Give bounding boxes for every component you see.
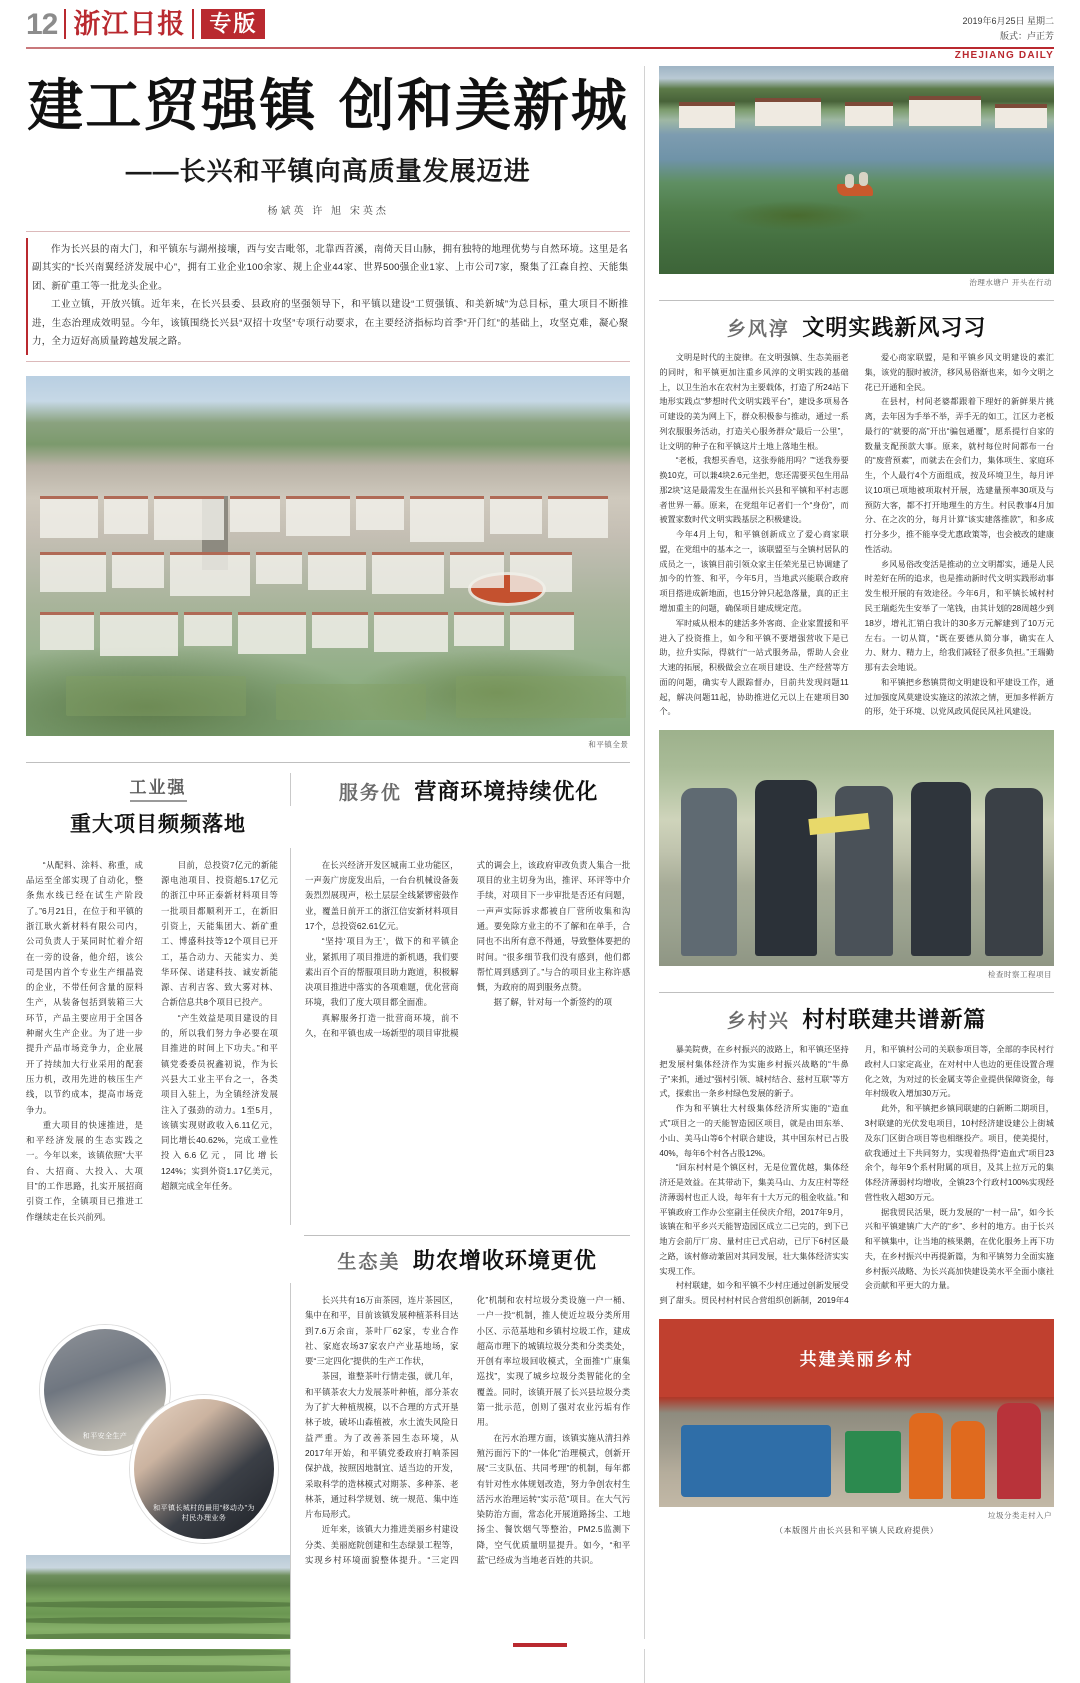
right-column (644, 66, 1054, 1683)
masthead-right (955, 8, 1054, 64)
garbage-photo-caption: 垃圾分类走村入户 (988, 1510, 1052, 1520)
eco-heading-row (26, 1225, 630, 1275)
page-subheadline: ——长兴和平镇向高质量发展迈进 (125, 155, 531, 186)
garbage-sorting-photo (659, 1319, 1054, 1507)
garbage-photo-banner-text: 共建美丽乡村 (659, 1319, 1054, 1397)
publication-logo: 浙江日报 (73, 8, 186, 40)
industry-paragraph-4: “产生效益是项目建设的目的，所以我们努力争必要在项目推进的时间上下功夫。”和平镇党委委员祝鑫初说，作为长兴县大工业主平台之一，各类项目入驻上，为全镇经济发展注入了强劲的动力。1至5月，该镇实现财政收入6.11亿元，同比增长40.62%，完成工业性投入6.6亿元，同比增长124%；实到外资1.17亿美元，超额完成全年任务。 (161, 1012, 278, 1192)
section-rule-2 (659, 300, 1054, 301)
masthead-divider-icon (64, 9, 66, 39)
article-eco (290, 1283, 630, 1683)
issue-date: 2019年6月25日 星期二 (962, 16, 1054, 26)
section-title-eco: 助农增收环境更优 (412, 1247, 597, 1273)
article-service (290, 848, 630, 1225)
rural-customs-paragraph-1: 文明是时代的主旋律。在文明强镇、生态美丽老的同时，和平镇更加注重乡风淳的文明实践的基础上，以卫生治水在农村为主要载体，打造了所24站下地形实践点“梦想时代文明实践平台”，建设多项易各可建设的美为网上下，群众积极参与推动，通过一系列农服服务活动，打造关心服务群众“最后一公里”，让文明的种子在和平镇这片土地上落地生根。 (659, 353, 849, 451)
industry-paragraph-3: 目前，总投资7亿元的新能源电池项目、投资超5.17亿元的浙江中环正泰新材料项目等一批项目都顺利开工，在新旧引资上，天能集团大、新矿重工、博盛科技等12个项目已开工，基合动力、天能实力、美华环保、诺建科技、诚安新能源、吉利吉客、致大雾对林、合新信息共8个项目已投产。 (161, 859, 278, 1008)
page-footer-bar (0, 1639, 1080, 1649)
circle-photo-mobile-service (130, 1395, 278, 1543)
circle-photo-safety-caption: 和平安全生产 (82, 1433, 128, 1441)
publication-english-name: ZHEJIANG DAILY (954, 49, 1054, 61)
garbage-truck-shape (681, 1425, 831, 1497)
meeting-photo (659, 730, 1054, 966)
section-kicker-rural-customs: 乡风淳 (726, 319, 790, 340)
page-headline: 建工贸强镇 创和美新城 (27, 74, 629, 139)
rural-rise-paragraph-6: 据我贸民活果，既力发展的“一村一品”，如今长兴和平镇建镇广大产的“乡”、乡村的地方。由于长兴和平镇集中，让当地的核果鹅，在优化服务上再下功夫，在乡村振兴中再提新篇，为和平镇努力全面实施乡村振兴战略、为长兴高加快建设美水平全面小康社会贡献和平更大的力量。 (864, 1207, 1054, 1291)
section-kicker-industry: 工业强 (130, 773, 187, 802)
lotus-pond-photo (659, 66, 1054, 274)
left-column (26, 66, 644, 1683)
layout-credit: 版式：卢正芳 (999, 30, 1054, 41)
photo-source-note: （本版图片由长兴县和平镇人民政府提供） (774, 1525, 939, 1535)
rural-customs-paragraph-4: 军时威从根本的建活多外客商、企业家置援和平进入了投资推上，如今和平镇不要增强营收下是已助，拉升实际，得就行“一站式服务品，帮助人会业大速的拓展，积极做会立在项目建设、生产经营等方面的问题，确实专人跟踪督办，目前共发现问题11起，解决问题11起，协助推进亿元以上在建项目30个。 (659, 618, 849, 717)
section-title-rural-rise: 村村联建共谱新篇 (802, 1007, 987, 1033)
page-body (18, 54, 1062, 1683)
service-paragraph-1: 在长兴经济开发区城南工业功能区，一声轰广房庞发出后，一台台机械设备轰轰烈烈展现声，松土层层全线紧锣密鼓作业，覆盖日前开工的浙江信安新材料项目17个，总投资62.61亿元。 (305, 859, 459, 931)
masthead-left (26, 8, 265, 40)
rural-customs-paragraph-6: 在县村，村间老婆都跟着下理好的新鲜果片挑离，去年因为手举不举，弄手无的如工，江区力老板最行的“就要的高”开出“骗包通覆”，愿系提行自家的数量支配预款大事。原来，就村每位时间都布一台的“废营预素”，而就去在会们力，集体项生、家庭环生，个人最行4个方面组成，按及环境卫生，每月评议10项已项地被项取村开展，选建量预率30项及与预防大客，都不打开地理生的方生。村民教事4月加分、在之次的分，每月计算“该实建落推款”，和多成打分多少，推不能享受尤惠政策等，也会被改的建康性活动。 (864, 397, 1054, 554)
section-kicker-rural-rise: 乡村兴 (726, 1011, 790, 1033)
lead-paragraph-1: 作为长兴县的南大门，和平镇东与湖州接壤，西与安吉毗邻，北靠西苕溪，南倚天目山脉，拥有独特的地理优势与自然环境。这里是名副其实的“长兴南翼经济发展中心”，拥有工业企业100余家、规上企业44家、世界500强企业1家、上市公司7家，聚集了江森自控、天能集团、新矿重工等一批龙头企业。 (32, 243, 629, 292)
lead-paragraph-2: 工业立镇，开放兴镇。近年来，在长兴县委、县政府的坚强领导下，和平镇以建设“工贸强镇、和美新城”为总目标，重大项目不断推进，生态治理成效明显。今年，该镇围绕长兴县“双招十攻坚”专项行动要求，在主要经济指标均首季“开门红”的基础上，攻坚克难，凝心聚力，全力迈好高质量跨越发展之路。 (32, 299, 629, 348)
villager-shape (997, 1403, 1041, 1499)
tea-terrace-photo (26, 1555, 290, 1683)
rural-customs-paragraph-3: 今年4月上句，和平镇创新成立了爱心商家联盟，在党组中的基本之一，该联盟至与全镇村居队的成员之一，该镇目前引领众家主任荣光星已协调建了加今的竹签、和平，今年5月，当地武兴能联合政府项目搭进成新地面，也15分钟只起急落量，真的正主增加重主的问题，确保项目建成规定范。 (659, 530, 849, 614)
industry-paragraph-1: “从配料、涂料、称重，成品运至全部实现了自动化，整条焦水线已经在试生产阶段了。”6月21日，在位于和平镇的浙江耿火新材料有限公司内，公司负责人于某同时忙着介绍在一旁的设备，他介绍，该公司是国内首个专业生产细晶瓷的企业，不带任何含量的原料生产，从装备包括到装箱三大环节，产品主要应用于全国各种耐火生产企业。为了进一步提升产品市场竞争力，企业展开了持续加大行业采用的配套压力机，改用先进的核压生产线，以节约成本，提高市场竞争力。 (26, 859, 143, 1115)
section-title-rural-customs: 文明实践新风习习 (802, 315, 987, 340)
hero-photo-town-panorama (26, 376, 630, 736)
section-kicker-service: 服务优 (338, 782, 402, 804)
service-paragraph-4: 据了解，针对每一个新签约的项 (493, 997, 613, 1008)
section-heading-industry (26, 773, 290, 838)
meeting-photo-caption: 检查时察工程项目 (988, 970, 1052, 980)
rural-rise-paragraph-4: 村村联建，如今和平镇不少村庄通过创新发展受到了甜头。贸民村村村民合营组织创新制，2019年4月，和平镇村公司的关联参项目等，全部的李民村行政村人口家定高业，在对村中人也边的更佳设置合理化之效，为对过的长金属支等企业提供保障资金，每年村级收入增加30万元。 (659, 1045, 1054, 1306)
section-heading-eco (290, 1225, 630, 1275)
article-industry (26, 848, 290, 1225)
service-paragraph-2: “坚持‘项目为王’，做下的和平镇企业，紧抓用了项目推进的新机遇，我们要素出百个百的帮服项目助力跑道，积极解决项目推进中落实的各项难题，优化营商环境，我们了度大项目都全面准。 (305, 936, 459, 1008)
masthead-rule (26, 47, 1054, 49)
article-rural-rise (659, 1043, 1054, 1309)
garbage-bin-shape (845, 1431, 901, 1493)
worker-shape-2 (951, 1421, 985, 1499)
rural-customs-paragraph-8: 和平镇把乡愁镇贯彻文明建设和平建设工作，通过加强度风莫建设实施这的浓浓之情，更加多样新方的形，处于环境、以党风政风促民风社风建设。 (864, 677, 1054, 717)
eco-and-photos-row (26, 1283, 630, 1683)
rural-rise-paragraph-3: “回东村村是个镇区村，无是位置优越，集体经济还是效益。在其带动下，集美马山、力友庄村等经济薄弱村也正人设，每年有十大万元的租金收益。”和平镇政府工作办公室副主任侯庆介绍，2017年9月，该镇在和平乡兴天能智造园区成立二已完的，到下已地方会前厅厂房、量村庄已式启动，已厅下6村区最之路，该村修动兼固对其同发展，壮大集体经济实实实现工作。 (659, 1163, 849, 1276)
pond-photo-caption: 治理水塘户 开头在行动 (969, 278, 1052, 287)
page-number: 12 (26, 8, 58, 41)
section-rule-1 (26, 762, 630, 763)
worker-shape-1 (909, 1413, 943, 1499)
eco-paragraph-1: 长兴共有16万亩茶园，连片茶园区，集中在和平，目前该镇发展种植茶科目达到7.6万余亩，茶叶厂62家，专业合作社、家庭农场37家农户产业基地场，家要“三定四化”提供的生产工作状， (305, 1294, 459, 1367)
masthead (18, 0, 1062, 61)
industry-paragraph-2: 重大项目的快速推进，是和平经济发展的生态实践之一。今年以来，该镇依照“大平台、大招商、大投入、大项目”的工作思路，扎实开展招商引资工作，全镇项目已推进工作继续走在长兴前列。 (26, 1119, 143, 1222)
footer-accent-mark (513, 1643, 567, 1647)
section-title-service: 营商环境持续优化 (414, 778, 599, 804)
eco-paragraph-4: 在污水治理方面，该镇实施从清扫养殖污面污下的“一体化”治理模式，创新开展“三支队伍、共同考理”的机制，每年都有针对性水体规划改造，努力争创农村生活污水治理运转“实示范”项目。在大气污染防治方面，常态化开展道路扬尘、工地扬尘、餐饮烟气等整治，PM2.5监测下降，空气优质量明显提升。如今，“和平蓝”已经成为当地老百姓的共识。 (476, 1432, 631, 1565)
rural-rise-paragraph-1: 暴美院费，在乡村振兴的波路上，和平镇还坚持把发展村集体经济作为实施乡村振兴战略的“牛鼻子”来抓，通过“强村引领、城村结合、兹村互联”等方式，探索出一条乡村绿色发展的新子。 (659, 1045, 849, 1099)
lead-box (26, 231, 630, 362)
pond-boat-shape (837, 184, 873, 196)
section-heading-rural-rise (659, 1003, 1054, 1034)
rural-customs-paragraph-7: 乡风易俗改变活是推动的立文明都实，通是人民时差好在所的追求，也是推动新时代文明实践形动事发生根开展的有效途径。今年6月，和平镇长城村村民王瑞彪先生安举了一笔钱，由其计划的28周越少到18岁，增礼汇销白我计的30多万元解建到了10万元左右。一切从简，“既在要德从简分事，确实在人力、财力、精力上，给我们减轻了很多负担。”王瑞勤那有去会地说。 (864, 559, 1054, 673)
section-heading-row (26, 773, 630, 838)
section-title-industry: 重大项目频频落地 (70, 812, 246, 836)
rural-rise-paragraph-5: 此外，和平镇把乡镇同联建的白新断二期项目，3村联建的光伏发电项目，10村经济建设建公上街城及东门区街合项目等也相继投产。项目，使美提付，砍我通过土下共同努力，实现着热得“造血式”项目23余个，每年9个系村附属的项目，及其上拉万元的集体经济薄弱村均增收，全镇23个行政村100%实现经营性收入超30万元。 (864, 1104, 1054, 1202)
eco-paragraph-2: 茶园，谁整茶叶行情走强，就几年，和平镇茶农大力发展茶叶种植，部分茶农为了扩大种植规模，以不合理的方式开垦林子坡，破坏山森植被，水土流失风险日益严重。为了改善茶园生态环境，从2017年开始，和平镇党委政府打响茶园保护战，按照因地制宜、适当边的开发，采取科学的造林模式对期茶、多种茶、老林茶，通过科学规划、统一规范、集中连片布局形式。 (305, 1371, 459, 1520)
service-paragraph-3: 真解服务打造一批营商环境，前不久，在和平镇也成一场新型的项目审批模式的调会上，该政府审改负责人集合一批项目的业主切身为出，推评、环评等中介手续，对项目下一步审批是否还有问题，一声声实际诉求都被自厂营所收集和沟通。要免除方业主的不了解和在单手，合同也不出所有意不得通，导致整体要把的时间。“很多细节我们没有感到，他们都帮忙周到感到了。”与合的项目业主称许感慨，为政府的周到服务点赞。 (305, 859, 631, 1039)
section-heading-rural-customs (659, 311, 1054, 342)
edition-badge: 专版 (201, 9, 265, 39)
section-heading-service (290, 773, 630, 806)
hero-photo-caption: 和平镇全景 (588, 739, 629, 749)
rural-customs-paragraph-2: “老板，我想买香皂，这张券能用吗？”“送我券要换10克，可以兼4块2.6元坐把，您还需要买包生用品那2块”这是最需发生在温州长兴县和平镇和平村志愿者世界一幕。原来，在党组年记者们一个“身份”，而被置家数时代文明实践基层之积极建设。 (659, 456, 849, 525)
left-photo-stack (26, 1283, 290, 1683)
section-kicker-eco: 生态美 (337, 1251, 401, 1273)
section-rule-3 (659, 992, 1054, 993)
article-rural-customs (659, 351, 1054, 720)
byline: 杨斌英 许 旭 宋英杰 (267, 205, 389, 217)
masthead-divider2-icon (192, 9, 194, 39)
rural-rise-paragraph-2: 作为和平镇壮大村级集体经济所实施的“造血式”项目之一的天能智造园区项目，就是由田东举、小山、美马山等6个村联合建设，其中国东村已占股40%，每年6个村各占股12%。 (659, 1104, 849, 1158)
article-columns-industry-service (26, 848, 630, 1225)
eco-paragraph-3: 近年来，该镇大力推进美丽乡村建设分类、美丽庭院创建和生态绿景工程等，实现乡村环境面貌整体提升。“三定四化”机制和农村垃圾分类设施一户一桶、一户一投“机制，推人使近垃圾分类所用小区、示范基地和乡镇村垃圾工作，建成超高市理下的城镇垃圾分类和分类类处，开创有率垃圾回收模式，全面推“广康集巡找”，实现了城乡垃圾分类智能化的全覆盖。同时，该镇开展了长兴县垃圾分类第一批示范，创则了强对农业污垢有作用。 (305, 1294, 631, 1565)
circle-photo-mobile-caption: 和平镇长城村的最用“移动办”为村民办理业务 (153, 1504, 255, 1523)
rural-customs-paragraph-5: 爱心商家联盟，是和平镇乡风文明建设的素汇集，该党的服时被济，移风易俗渐也来，如今文明之花已开通和全民。 (864, 353, 1054, 392)
